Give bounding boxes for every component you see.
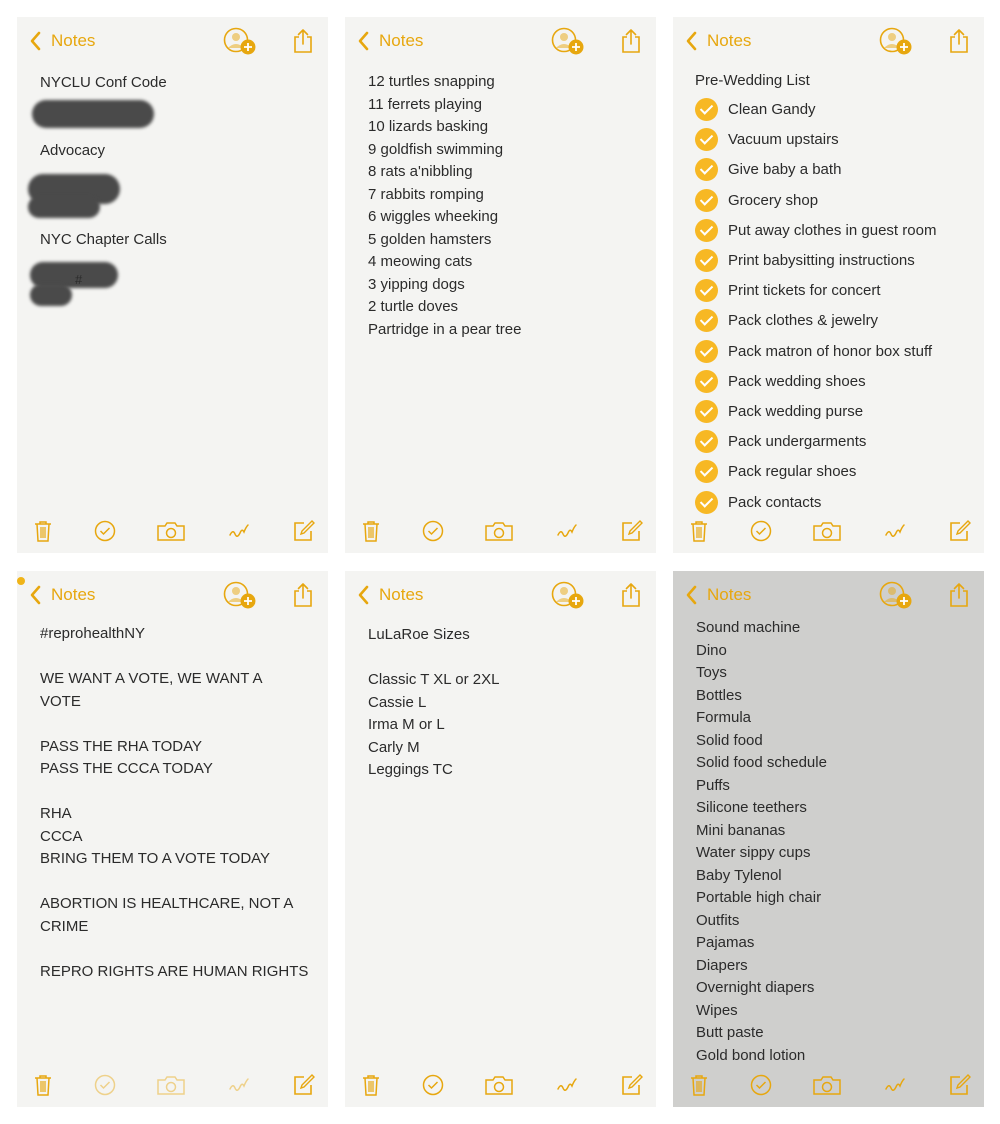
checkmark-circle-icon[interactable] xyxy=(695,430,718,453)
checklist-icon[interactable] xyxy=(93,519,117,543)
back-label: Notes xyxy=(51,585,96,604)
checkmark-circle-icon[interactable] xyxy=(695,491,718,514)
note-line: ABORTION IS HEALTHCARE, NOT A xyxy=(40,895,294,912)
checklist-item[interactable] xyxy=(695,396,974,426)
add-people-icon[interactable] xyxy=(551,581,585,611)
sketch-icon[interactable] xyxy=(883,1073,907,1097)
checklist-item-label: Put away clothes in guest room xyxy=(728,221,937,239)
note-line: 5 golden hamsters xyxy=(368,230,492,248)
checklist-item[interactable] xyxy=(695,427,974,457)
checklist-item[interactable] xyxy=(695,155,974,185)
note-line: Silicone teethers xyxy=(696,799,807,816)
note-line: REPRO RIGHTS ARE HUMAN RIGHTS xyxy=(40,962,309,980)
note-line: PASS THE RHA TODAY xyxy=(40,737,202,755)
note-line: NYCLU Conf Code xyxy=(40,74,167,91)
compose-icon[interactable] xyxy=(620,1073,644,1097)
note-body[interactable] xyxy=(40,72,318,287)
note-line: Water sippy cups xyxy=(696,844,811,861)
checklist-icon[interactable] xyxy=(421,519,445,543)
redacted-block xyxy=(32,100,154,128)
blank-line xyxy=(40,938,318,961)
checklist-item[interactable] xyxy=(695,366,974,396)
checklist-item-label: Print tickets for concert xyxy=(728,282,881,300)
camera-icon[interactable] xyxy=(156,1073,186,1097)
trash-icon[interactable] xyxy=(31,1073,55,1097)
note-line: Gold bond lotion xyxy=(696,1046,806,1064)
note-line: LuLaRoe Sizes xyxy=(368,626,470,643)
sketch-icon[interactable] xyxy=(555,1073,579,1097)
blank-line xyxy=(40,781,318,804)
note-line: 9 goldfish swimming xyxy=(368,140,504,158)
note-line: Advocacy xyxy=(40,142,106,159)
note-line: Outfits xyxy=(696,911,740,929)
note-line: BRING THEM TO A VOTE TODAY xyxy=(40,850,271,867)
checkmark-circle-icon[interactable] xyxy=(695,189,718,212)
back-label: Notes xyxy=(707,31,752,50)
camera-icon[interactable] xyxy=(812,519,842,543)
back-to-notes-button[interactable] xyxy=(683,584,751,606)
note-panel-pets-list[interactable] xyxy=(345,17,656,553)
note-line: 7 rabbits romping xyxy=(368,185,484,203)
checklist-item-label: Pack matron of honor box stuff xyxy=(728,342,933,360)
share-icon[interactable] xyxy=(621,582,641,608)
checkmark-circle-icon[interactable] xyxy=(695,400,718,423)
note-line: Classic T XL or 2XL xyxy=(368,671,500,688)
unread-dot xyxy=(17,577,25,585)
checklist-item-label: Pack contacts xyxy=(728,493,822,511)
note-line: Dino xyxy=(696,641,727,659)
share-icon[interactable] xyxy=(621,28,641,54)
chevron-left-icon xyxy=(27,584,45,606)
checklist-icon[interactable] xyxy=(93,1073,117,1097)
camera-icon[interactable] xyxy=(812,1073,842,1097)
note-panel-reprohealth[interactable] xyxy=(17,571,328,1107)
checklist xyxy=(695,95,974,518)
checkmark-circle-icon[interactable] xyxy=(695,249,718,272)
share-icon[interactable] xyxy=(293,28,313,54)
back-label: Notes xyxy=(379,31,424,50)
camera-icon[interactable] xyxy=(484,519,514,543)
note-line: Carly M xyxy=(368,738,420,756)
checklist-item[interactable] xyxy=(695,185,974,215)
checkmark-circle-icon[interactable] xyxy=(695,128,718,151)
note-line: Baby Tylenol xyxy=(696,866,782,884)
note-line: Cassie L xyxy=(368,693,427,711)
note-line: Butt paste xyxy=(696,1024,764,1041)
note-line: CRIME xyxy=(40,917,89,935)
note-line: Portable high chair xyxy=(696,889,822,906)
checkmark-circle-icon[interactable] xyxy=(695,98,718,121)
note-body[interactable] xyxy=(695,70,974,517)
trash-icon[interactable] xyxy=(687,519,711,543)
bottom-toolbar xyxy=(17,1065,328,1107)
sketch-icon[interactable] xyxy=(555,519,579,543)
note-line: Mini bananas xyxy=(696,821,786,839)
blank-line xyxy=(40,871,318,894)
blank-line xyxy=(40,646,318,669)
checkmark-circle-icon[interactable] xyxy=(695,340,718,363)
checklist-icon[interactable] xyxy=(749,1073,773,1097)
note-line: Leggings TC xyxy=(368,761,453,778)
checkmark-circle-icon[interactable] xyxy=(695,460,718,483)
note-line: #reprohealthNY xyxy=(40,625,146,642)
note-line: Solid food xyxy=(696,731,763,749)
bottom-toolbar xyxy=(345,1065,656,1107)
trash-icon[interactable] xyxy=(359,1073,383,1097)
note-line: 8 rats a'nibbling xyxy=(368,163,473,180)
blank-line xyxy=(368,647,646,670)
back-to-notes-button[interactable] xyxy=(355,30,423,52)
note-panel-baby-list[interactable] xyxy=(673,571,984,1107)
note-line: VOTE xyxy=(40,692,81,710)
chevron-left-icon xyxy=(27,30,45,52)
note-line: Wipes xyxy=(696,1001,738,1019)
checklist-item-label: Pack wedding purse xyxy=(728,402,864,420)
share-icon[interactable] xyxy=(949,28,969,54)
note-line: PASS THE CCCA TODAY xyxy=(40,760,213,777)
checklist-item[interactable] xyxy=(695,215,974,245)
checklist-item-label: Clean Gandy xyxy=(728,101,816,119)
note-body[interactable] xyxy=(368,71,646,341)
note-panel-lularoe[interactable] xyxy=(345,571,656,1107)
add-people-icon[interactable] xyxy=(879,27,913,57)
checklist-item-label: Vacuum upstairs xyxy=(728,131,839,149)
note-line: Sound machine xyxy=(696,619,801,636)
redacted-block xyxy=(30,284,72,306)
back-to-notes-button[interactable] xyxy=(27,584,95,606)
checklist-item-label: Print babysitting instructions xyxy=(728,252,915,270)
note-body[interactable] xyxy=(368,624,646,782)
note-line: 6 wiggles wheeking xyxy=(368,208,499,225)
checklist-item[interactable] xyxy=(695,457,974,487)
compose-icon[interactable] xyxy=(292,519,316,543)
note-line: CCCA xyxy=(40,827,83,845)
sketch-icon[interactable] xyxy=(883,519,907,543)
bottom-toolbar xyxy=(17,511,328,553)
checklist-item[interactable] xyxy=(695,276,974,306)
add-people-icon[interactable] xyxy=(223,27,257,57)
checklist-item-label: Pack wedding shoes xyxy=(728,372,866,390)
chevron-left-icon xyxy=(683,30,701,52)
note-line: Solid food schedule xyxy=(696,754,827,771)
trash-icon[interactable] xyxy=(687,1073,711,1097)
note-panel-pre-wedding[interactable] xyxy=(673,17,984,553)
bottom-toolbar xyxy=(673,1065,984,1107)
note-line: 4 meowing cats xyxy=(368,253,473,270)
back-to-notes-button[interactable] xyxy=(683,30,751,52)
note-line: Partridge in a pear tree xyxy=(368,320,522,338)
compose-icon[interactable] xyxy=(620,519,644,543)
back-label: Notes xyxy=(51,31,96,50)
chevron-left-icon xyxy=(683,584,701,606)
note-line: 12 turtles snapping xyxy=(368,73,495,90)
checklist-item[interactable] xyxy=(695,336,974,366)
trash-icon[interactable] xyxy=(31,519,55,543)
checkmark-circle-icon[interactable] xyxy=(695,309,718,332)
redacted-block xyxy=(28,196,100,218)
chevron-left-icon xyxy=(355,584,373,606)
checklist-item[interactable] xyxy=(695,306,974,336)
note-line: Bottles xyxy=(696,686,742,704)
checklist-item-label: Pack regular shoes xyxy=(728,463,857,481)
note-body[interactable] xyxy=(696,617,974,1067)
bottom-toolbar xyxy=(673,511,984,553)
note-line: 11 ferrets playing xyxy=(368,95,482,113)
trash-icon[interactable] xyxy=(359,519,383,543)
note-line: Overnight diapers xyxy=(696,979,815,996)
checkmark-circle-icon[interactable] xyxy=(695,370,718,393)
checklist-item-label: Pack clothes & jewelry xyxy=(728,312,879,330)
note-line: 3 yipping dogs xyxy=(368,275,465,293)
checklist-icon[interactable] xyxy=(749,519,773,543)
checklist-item-label: Grocery shop xyxy=(728,191,819,209)
chevron-left-icon xyxy=(355,30,373,52)
compose-icon[interactable] xyxy=(948,519,972,543)
note-title: Pre-Wedding List xyxy=(695,72,810,89)
checklist-icon[interactable] xyxy=(421,1073,445,1097)
note-line: Irma M or L xyxy=(368,716,445,733)
add-people-icon[interactable] xyxy=(879,581,913,611)
note-body[interactable] xyxy=(40,623,318,983)
checklist-item-label: Pack undergarments xyxy=(728,433,867,451)
back-label: Notes xyxy=(707,585,752,604)
checkmark-circle-icon[interactable] xyxy=(695,158,718,181)
blank-line xyxy=(40,713,318,736)
note-line: RHA xyxy=(40,805,72,822)
back-label: Notes xyxy=(379,585,424,604)
back-to-notes-button[interactable] xyxy=(355,584,423,606)
checklist-item-label: Give baby a bath xyxy=(728,161,842,179)
camera-icon[interactable] xyxy=(484,1073,514,1097)
share-icon[interactable] xyxy=(293,582,313,608)
bottom-toolbar xyxy=(345,511,656,553)
note-line: # xyxy=(75,272,83,287)
add-people-icon[interactable] xyxy=(551,27,585,57)
note-line: Formula xyxy=(696,709,752,726)
sketch-icon[interactable] xyxy=(227,1073,251,1097)
note-line: 10 lizards basking xyxy=(368,118,489,135)
note-line: Puffs xyxy=(696,776,730,794)
note-line: WE WANT A VOTE, WE WANT A xyxy=(40,670,263,687)
compose-icon[interactable] xyxy=(292,1073,316,1097)
note-panel-conf-codes[interactable] xyxy=(17,17,328,553)
note-line: Pajamas xyxy=(696,934,755,951)
compose-icon[interactable] xyxy=(948,1073,972,1097)
add-people-icon[interactable] xyxy=(223,581,257,611)
camera-icon[interactable] xyxy=(156,519,186,543)
sketch-icon[interactable] xyxy=(227,519,251,543)
note-line: Diapers xyxy=(696,956,748,974)
share-icon[interactable] xyxy=(949,582,969,608)
back-to-notes-button[interactable] xyxy=(27,30,95,52)
checkmark-circle-icon[interactable] xyxy=(695,279,718,302)
note-line: 2 turtle doves xyxy=(368,298,459,315)
checklist-item[interactable] xyxy=(695,245,974,275)
note-line: Toys xyxy=(696,664,727,681)
checklist-item[interactable] xyxy=(695,125,974,155)
checkmark-circle-icon[interactable] xyxy=(695,219,718,242)
note-line: NYC Chapter Calls xyxy=(40,231,167,248)
checklist-item[interactable] xyxy=(695,95,974,125)
checklist-item[interactable] xyxy=(695,487,974,517)
